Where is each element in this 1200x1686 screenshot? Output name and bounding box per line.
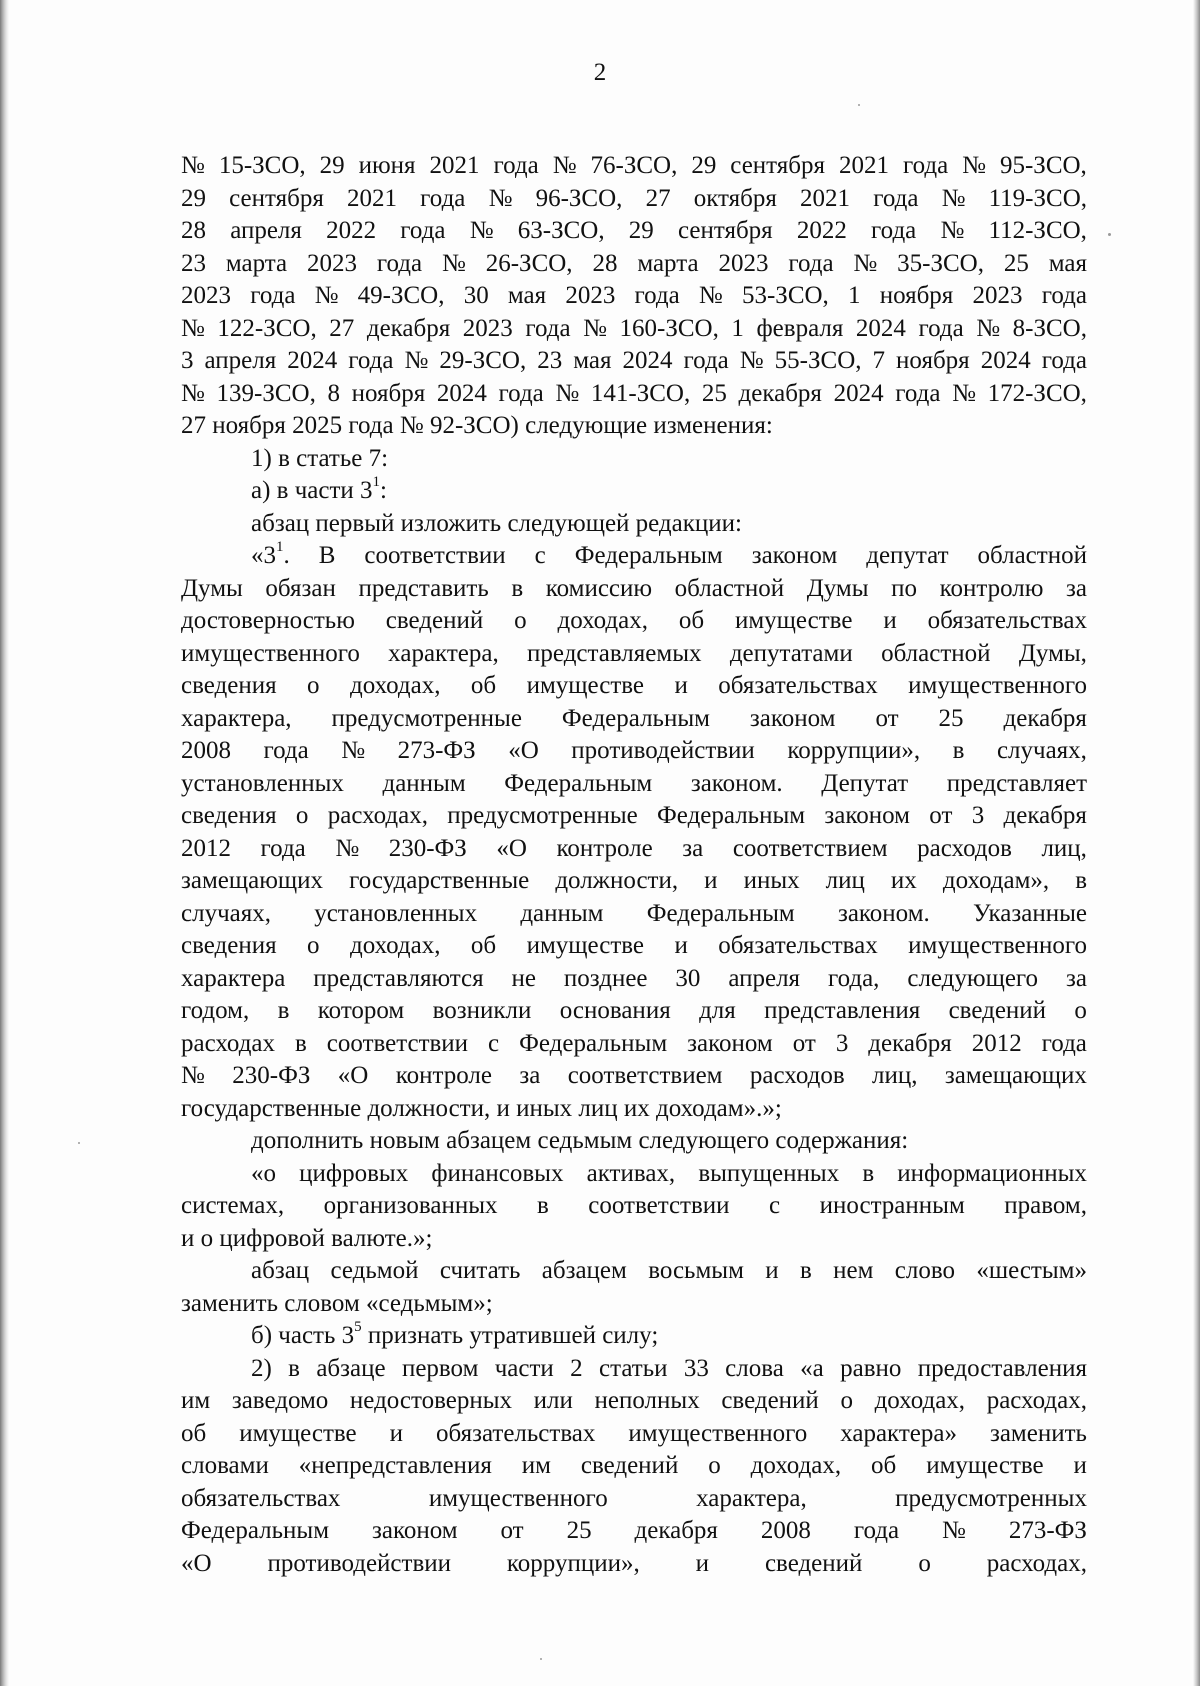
text-line: Думы обязан представить в комиссию областной Думы по контролю за xyxy=(181,574,1087,602)
scan-speck xyxy=(78,1142,80,1144)
text-line: «$3^1$. В соответствии с Федеральным законом депутат областной xyxy=(251,538,1087,569)
text-line: № 230-ФЗ «О контроле за соответствием расходов лиц, замещающих xyxy=(181,1062,1087,1089)
scan-speck xyxy=(540,1658,542,1660)
text-line: 2008 года № 273-ФЗ «О противодействии коррупции», в случаях, xyxy=(181,737,1087,764)
text-line: сведения о расходах, предусмотренные Федеральным законом от 3 декабря xyxy=(181,802,1087,829)
text-line: установленных данным Федеральным законом. Депутат представляет xyxy=(181,769,1087,797)
text-line: 2023 года № 49-ЗСО, 30 мая 2023 года № 53-ЗСО, 1 ноября 2023 года xyxy=(181,282,1087,309)
text-line: словами «непредставления им сведений о доходах, об имуществе и xyxy=(181,1452,1087,1479)
text-line: сведения о доходах, об имуществе и обязательствах имущественного xyxy=(181,672,1087,699)
text-line: 28 апреля 2022 года № 63-ЗСО, 29 сентября 2022 года № 112-ЗСО, xyxy=(181,217,1087,244)
text-line: б) часть $3^5$ признать утратившей силу; xyxy=(251,1318,659,1349)
text-line: случаях, установленных данным Федеральным законом. Указанные xyxy=(181,899,1087,927)
text-line: и о цифровой валюте.»; xyxy=(181,1224,433,1252)
scan-speck xyxy=(858,104,860,106)
text-line: им заведомо недостоверных или неполных сведений о доходах, расходах, xyxy=(181,1387,1087,1414)
text-line: обязательствах имущественного характера, предусмотренных xyxy=(181,1484,1087,1512)
text-line: расходах в соответствии с Федеральным законом от 3 декабря 2012 года xyxy=(181,1029,1087,1057)
text-line: замещающих государственные должности, и иных лиц их доходам», в xyxy=(181,867,1087,894)
text-line: «о цифровых финансовых активах, выпущенных в информационных xyxy=(251,1159,1087,1187)
text-line: 23 марта 2023 года № 26-ЗСО, 28 марта 2023 года № 35-ЗСО, 25 мая xyxy=(181,249,1087,277)
text-line: 29 сентября 2021 года № 96-ЗСО, 27 октября 2021 года № 119-ЗСО, xyxy=(181,184,1087,212)
text-line: 2) в абзаце первом части 2 статьи 33 слова «а равно предоставления xyxy=(251,1354,1087,1382)
text-line: № 15-ЗСО, 29 июня 2021 года № 76-ЗСО, 29 сентября 2021 года № 95-ЗСО, xyxy=(181,152,1087,179)
text-line: достоверностью сведений о доходах, об имуществе и обязательствах xyxy=(181,607,1087,634)
scan-speck xyxy=(1108,233,1111,236)
text-line: характера, предусмотренные Федеральным законом от 25 декабря xyxy=(181,704,1087,732)
scan-edge-right xyxy=(1193,0,1200,1686)
text-line: государственные должности, и иных лиц их доходам».»; xyxy=(181,1094,782,1122)
text-line: № 122-ЗСО, 27 декабря 2023 года № 160-ЗСО, 1 февраля 2024 года № 8-ЗСО, xyxy=(181,314,1087,342)
text-line: абзац первый изложить следующей редакции: xyxy=(251,509,742,537)
text-line: 2012 года № 230-ФЗ «О контроле за соответствием расходов лиц, xyxy=(181,834,1087,862)
text-line: 27 ноября 2025 года № 92-ЗСО) следующие изменения: xyxy=(181,412,773,439)
document-body xyxy=(181,150,1087,1580)
text-line: абзац седьмой считать абзацем восьмым и в нем слово «шестым» xyxy=(251,1257,1087,1284)
text-line: годом, в котором возникли основания для представления сведений о xyxy=(181,997,1087,1024)
scan-edge-left xyxy=(0,0,9,1686)
text-line: а) в части $3^1$: xyxy=(251,473,387,504)
text-line: об имуществе и обязательствах имущественного характера» заменить xyxy=(181,1419,1087,1447)
text-line: характера представляются не позднее 30 апреля года, следующего за xyxy=(181,964,1087,992)
text-line: дополнить новым абзацем седьмым следующего содержания: xyxy=(251,1127,909,1154)
text-line: системах, организованных в соответствии с иностранным правом, xyxy=(181,1192,1087,1219)
text-line: Федеральным законом от 25 декабря 2008 года № 273-ФЗ xyxy=(181,1517,1087,1544)
text-line: заменить словом «седьмым»; xyxy=(181,1289,493,1317)
text-line: имущественного характера, представляемых депутатами областной Думы, xyxy=(181,639,1087,667)
text-line: сведения о доходах, об имуществе и обязательствах имущественного xyxy=(181,932,1087,959)
text-line: «О противодействии коррупции», и сведений о расходах, xyxy=(181,1549,1087,1577)
page-number: 2 xyxy=(593,59,607,86)
text-line: № 139-ЗСО, 8 ноября 2024 года № 141-ЗСО, 25 декабря 2024 года № 172-ЗСО, xyxy=(181,379,1087,407)
text-line: 1) в статье 7: xyxy=(251,444,389,472)
text-line: 3 апреля 2024 года № 29-ЗСО, 23 мая 2024 года № 55-ЗСО, 7 ноября 2024 года xyxy=(181,347,1087,374)
